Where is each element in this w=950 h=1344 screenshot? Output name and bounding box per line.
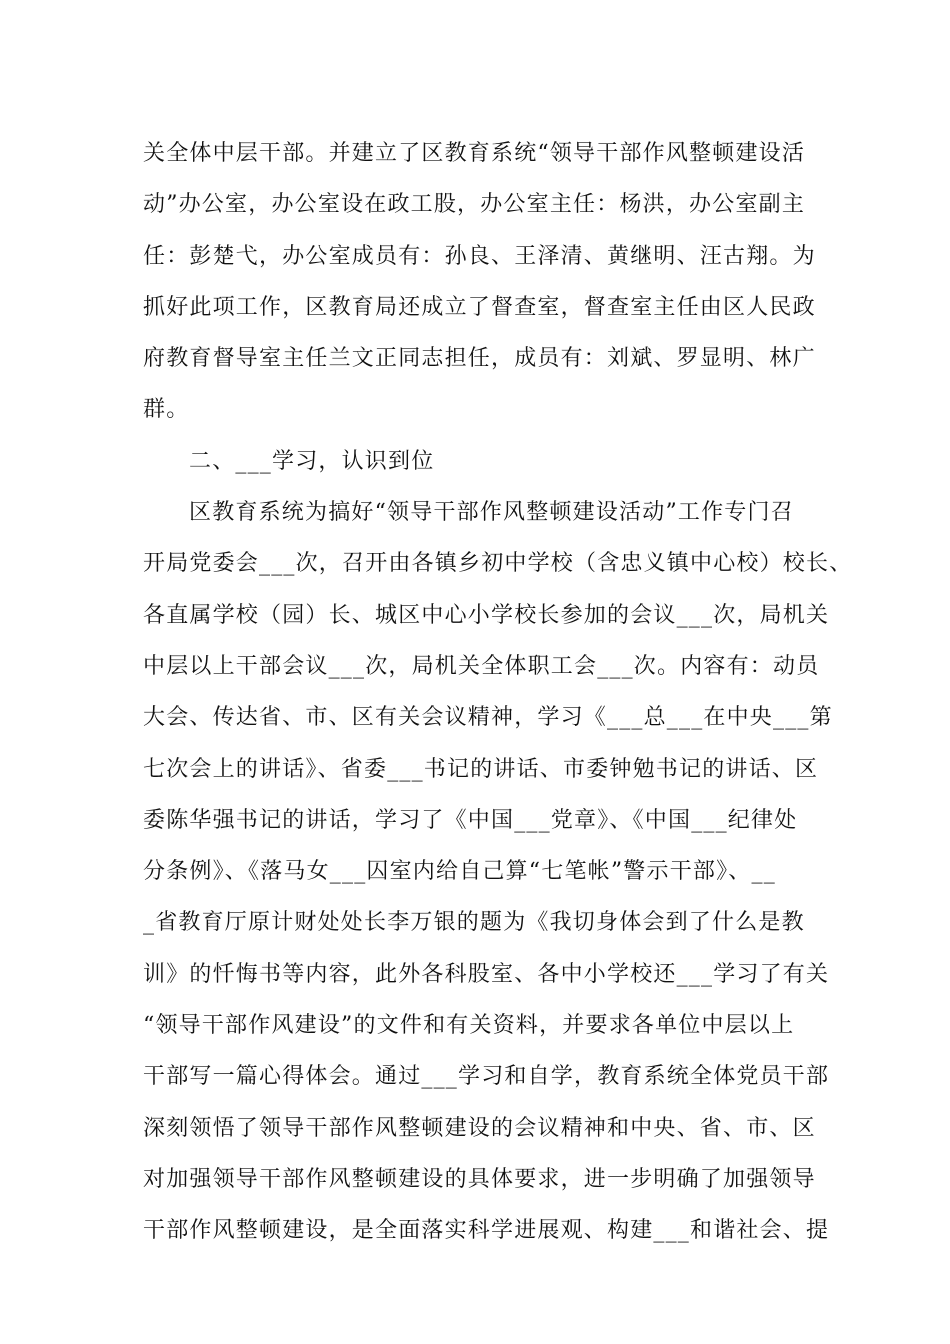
text-line: 大会、传达省、市、区有关会议精神，学习《___总___在中央___第	[143, 705, 833, 731]
text-line: 群。	[143, 397, 190, 423]
document-body	[143, 128, 853, 1257]
text-line: 委陈华强书记的讲话，学习了《中国___党章》、《中国___纪律处	[143, 807, 798, 833]
text-line: 区教育系统为搞好“领导干部作风整顿建设活动”工作专门召	[189, 500, 794, 526]
text-line: 干部写一篇心得体会。通过___学习和自学，教育系统全体党员干部	[143, 1064, 830, 1090]
text-line: 任：彭楚弋，办公室成员有：孙良、王泽清、黄继明、汪古翔。为	[143, 243, 816, 269]
text-line: 动”办公室，办公室设在政工股，办公室主任：杨洪，办公室副主	[143, 192, 806, 218]
text-line: 七次会上的讲话》、省委___书记的讲话、市委钟勉书记的讲话、区	[143, 756, 819, 782]
text-line: 府教育督导室主任兰文正同志担任，成员有：刘斌、罗显明、林广	[143, 346, 816, 372]
text-line: 开局党委会___次，召开由各镇乡初中学校（含忠义镇中心校）校长、	[143, 551, 853, 577]
text-line: 训》的忏悔书等内容，此外各科股室、各中小学校还___学习了有关	[143, 961, 830, 987]
text-line: 二、___学习，认识到位	[189, 448, 435, 474]
text-line: 抓好此项工作，区教育局还成立了督查室，督查室主任由区人民政	[143, 294, 816, 320]
text-line: 分条例》、《落马女___囚室内给自己算“七笔帐”警示干部》、__	[143, 859, 776, 885]
text-line: _省教育厅原计财处处长李万银的题为《我切身体会到了什么是教	[143, 910, 805, 936]
text-line: 中层以上干部会议___次，局机关全体职工会___次。内容有：动员	[143, 653, 820, 679]
text-line: 关全体中层干部。并建立了区教育系统“领导干部作风整顿建设活	[143, 141, 806, 166]
text-line: “领导干部作风建设”的文件和有关资料，并要求各单位中层以上	[143, 1013, 795, 1039]
text-line: 对加强领导干部作风整顿建设的具体要求，进一步明确了加强领导	[143, 1166, 816, 1192]
text-line: 深刻领悟了领导干部作风整顿建设的会议精神和中央、省、市、区	[143, 1115, 816, 1141]
text-line: 各直属学校（园）长、城区中心小学校长参加的会议___次，局机关	[143, 602, 830, 628]
text-line: 干部作风整顿建设，是全面落实科学进展观、构建___和谐社会、提	[143, 1218, 830, 1244]
